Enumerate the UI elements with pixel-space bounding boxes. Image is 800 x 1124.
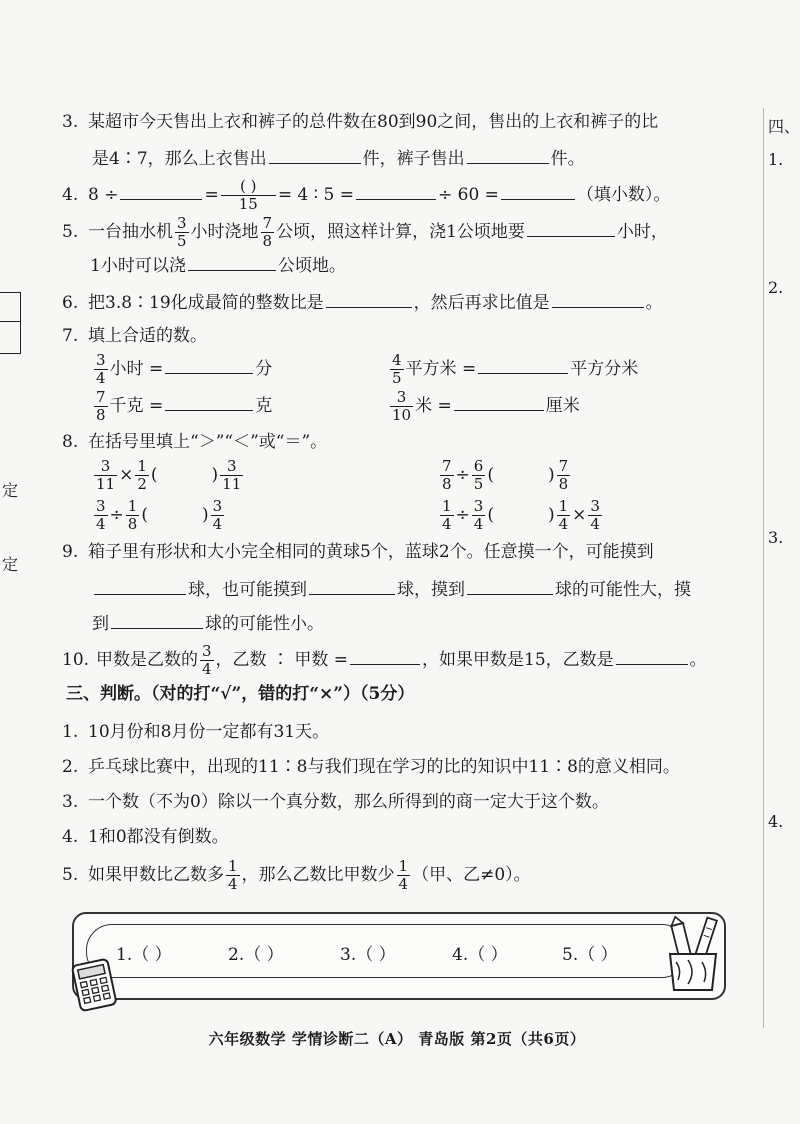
question-3: 3. 某超市今天售出上衣和裤子的总件数在80到90之间，售出的上衣和裤子的比 bbox=[62, 112, 659, 132]
right-section-heading: 四、 bbox=[768, 117, 800, 136]
margin-char: 定 bbox=[2, 555, 19, 574]
answer-blank[interactable] bbox=[165, 355, 253, 374]
answer-blank[interactable] bbox=[478, 355, 568, 374]
answer-blank[interactable] bbox=[501, 181, 575, 200]
answer-blank[interactable] bbox=[94, 576, 186, 595]
question-7-row: $\frac{7}{8}$ 千克 = 克 bbox=[96, 388, 273, 424]
answer-slot-1[interactable]: 1.（ ） bbox=[116, 945, 172, 965]
answer-blank[interactable] bbox=[350, 646, 420, 665]
column-divider bbox=[763, 108, 764, 1028]
question-5: 5. 一台抽水机 $\frac{3}{5}$ 小时浇地 $\frac{7}{8}$ 公顷，照这样计算，浇1公顷地要 小时， bbox=[62, 214, 668, 250]
binding-box bbox=[0, 292, 21, 354]
judge-item: 3. 一个数（不为0）除以一个真分数，那么所得到的商一定大于这个数。 bbox=[62, 792, 609, 812]
compare-expression: $\frac{1}{4}$ ÷ $\frac{3}{4}$ ( ) $\frac{1}{4}$ × $\frac{3}{4}$ bbox=[442, 497, 600, 533]
question-10: 10. 甲数是乙数的 $\frac{3}{4}$ ，乙数 ∶ 甲数 = ，如果甲数是15，乙数是 。 bbox=[62, 642, 707, 678]
question-7-row: $\frac{3}{4}$ 小时 = 分 bbox=[96, 351, 273, 387]
answer-blank[interactable] bbox=[467, 145, 549, 164]
answer-blank[interactable] bbox=[120, 181, 202, 200]
compare-expression: $\frac{3}{11}$ × $\frac{1}{2}$ ( ) $\frac{3}{11}$ bbox=[96, 457, 242, 493]
judge-item: 4. 1和0都没有倒数。 bbox=[62, 827, 229, 847]
compare-expression: $\frac{7}{8}$ ÷ $\frac{6}{5}$ ( ) $\frac{7}{8}$ bbox=[442, 457, 569, 493]
fraction: $\frac{( )}{15}$ bbox=[221, 178, 276, 213]
page-footer: 六年级数学 学情诊断二（A） 青岛版 第2页（共6页） bbox=[208, 1030, 586, 1048]
question-8: 8. 在括号里填上“＞”“＜”或“＝”。 bbox=[62, 432, 328, 452]
right-question-number: 3. bbox=[768, 528, 784, 547]
judge-item: 5. 如果甲数比乙数多 $\frac{1}{4}$ ，那么乙数比甲数少 $\frac{1}{4}$ （甲、乙≠0）。 bbox=[62, 857, 531, 893]
answer-blank[interactable] bbox=[527, 218, 615, 237]
answer-blank[interactable] bbox=[356, 181, 436, 200]
question-7: 7. 填上合适的数。 bbox=[62, 326, 207, 346]
answer-blank[interactable] bbox=[111, 610, 203, 629]
answer-blank[interactable] bbox=[467, 576, 553, 595]
right-question-number: 1. bbox=[768, 150, 784, 169]
answer-blank[interactable] bbox=[326, 289, 412, 308]
answer-blank[interactable] bbox=[188, 252, 276, 271]
answer-slot-4[interactable]: 4.（ ） bbox=[452, 945, 508, 965]
question-9: 9. 箱子里有形状和大小完全相同的黄球5个，蓝球2个。任意摸一个，可能摸到 bbox=[62, 542, 654, 562]
answer-blank[interactable] bbox=[269, 145, 361, 164]
calculator-icon bbox=[66, 956, 122, 1012]
question-7-row: $\frac{3}{10}$ 米 = 厘米 bbox=[392, 388, 580, 424]
section-3-title: 三、判断。（对的打“√”，错的打“×”）（5分） bbox=[66, 684, 415, 704]
answer-blank[interactable] bbox=[309, 576, 395, 595]
question-4: 4. 8 ÷ = $\frac{( )}{15}$ = 4 ∶ 5 = ÷ 60 = （填小数）。 bbox=[62, 177, 671, 213]
judge-item: 2. 乒乓球比赛中，出现的11∶8与我们现在学习的比的知识中11∶8的意义相同。 bbox=[62, 757, 680, 777]
right-question-number: 4. bbox=[768, 812, 784, 831]
question-3-line-2: 是4∶7，那么上衣售出 件，裤子售出 件。 bbox=[92, 145, 772, 171]
answer-blank[interactable] bbox=[454, 392, 544, 411]
pencil-cup-icon bbox=[662, 914, 724, 994]
answer-blank[interactable] bbox=[616, 646, 688, 665]
answer-slot-5[interactable]: 5.（ ） bbox=[562, 945, 618, 965]
question-5-line-2: 1小时可以浇 公顷地。 bbox=[90, 252, 770, 278]
answer-blank[interactable] bbox=[165, 392, 253, 411]
margin-char: 定 bbox=[2, 481, 19, 500]
question-9-line-2: 球，也可能摸到 球，摸到 球的可能性大，摸 bbox=[92, 576, 772, 602]
answer-slot-3[interactable]: 3.（ ） bbox=[340, 945, 396, 965]
answer-blank[interactable] bbox=[552, 289, 644, 308]
right-question-number: 2. bbox=[768, 278, 784, 297]
judge-item: 1. 10月份和8月份一定都有31天。 bbox=[62, 722, 330, 742]
answer-slot-2[interactable]: 2.（ ） bbox=[228, 945, 284, 965]
question-6: 6. 把3.8∶19化成最简的整数比是 ，然后再求比值是 。 bbox=[62, 289, 742, 315]
compare-expression: $\frac{3}{4}$ ÷ $\frac{1}{8}$ ( ) $\frac{3}{4}$ bbox=[96, 497, 223, 533]
question-7-row: $\frac{4}{5}$ 平方米 = 平方分米 bbox=[392, 351, 639, 387]
question-9-line-3: 到 球的可能性小。 bbox=[92, 610, 772, 636]
